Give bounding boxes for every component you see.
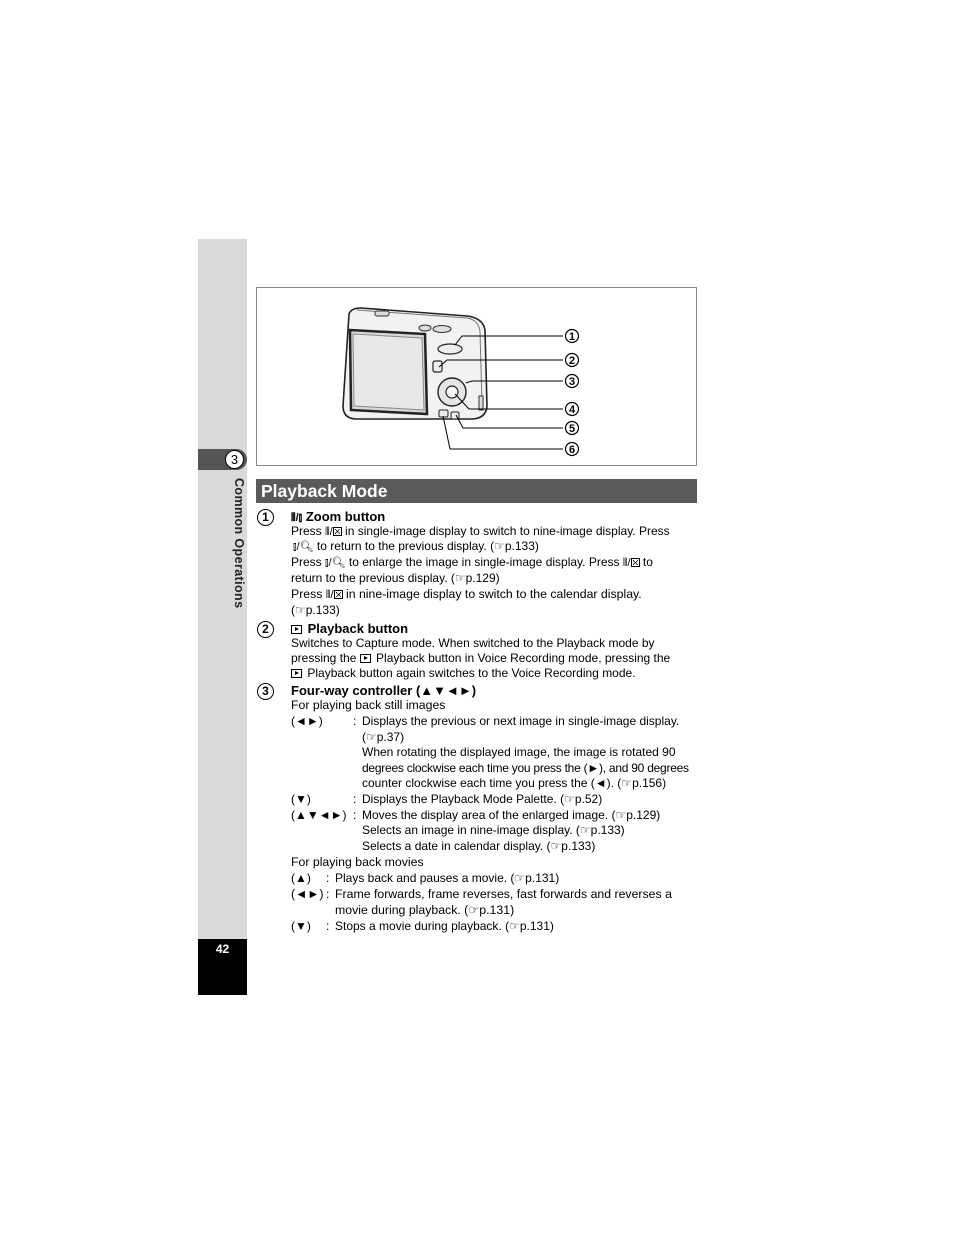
still-row-text: Selects a date in calendar display. (☞p.133): [362, 839, 596, 853]
item-number-3: 3: [257, 683, 274, 700]
item-1-text-2: to return to the previous display. (☞p.133): [313, 539, 539, 553]
item-2-text-3: Playback button in Voice Recording mode, pressing the: [372, 651, 671, 665]
item-2-line-3: [291, 666, 636, 681]
zoom-out-icon: ⫴/⫾: [291, 512, 303, 524]
item-1-line-3: [291, 555, 653, 571]
still-row-text: counter clockwise each time you press the (◄). (☞p.156): [362, 776, 667, 790]
playback-icon: [291, 669, 302, 678]
item-1-line-1: [291, 524, 670, 540]
movie-row-text: Plays back and pauses a movie. (☞p.131): [335, 871, 560, 885]
callout-4: 4: [568, 404, 576, 416]
still-row-text: Displays the Playback Mode Palette. (☞p.52): [362, 792, 603, 806]
movie-row-key: (◄►): [291, 887, 324, 901]
calendar-grid-icon: [334, 590, 343, 599]
movies-subtitle: For playing back movies: [291, 855, 424, 869]
callout-6: 6: [568, 444, 576, 456]
calendar-grid-icon: [631, 558, 640, 567]
item-2-heading: [291, 621, 408, 636]
still-row-text: (☞p.37): [362, 730, 405, 744]
still-row-text: Selects an image in nine-image display. (☞p.133): [362, 823, 625, 837]
item-number-2: 2: [257, 621, 274, 638]
callout-1: 1: [568, 331, 576, 343]
tele-zoom-icon: ⫾/🔍︎: [325, 557, 346, 569]
movie-row-colon: :: [326, 871, 330, 885]
item-1-text-4: to: [642, 555, 653, 569]
movie-row-text: Frame forwards, frame reverses, fast forwards and reverses a: [335, 887, 672, 901]
thumbnail-icon: ⫴/: [622, 557, 631, 569]
press-label: Press: [291, 524, 322, 538]
camera-back-illustration: [257, 288, 698, 467]
item-1-line-2: [293, 539, 539, 555]
item-1-text-6: in nine-image display to switch to the calendar display.: [342, 587, 642, 601]
item-1-text-1: in single-image display to switch to nine-image display. Press: [341, 524, 670, 538]
item-2-line-2: [291, 651, 670, 666]
still-row-colon: :: [353, 808, 357, 822]
still-row-text: When rotating the displayed image, the image is rotated 90: [362, 745, 676, 759]
chapter-title: Common Operations: [232, 478, 246, 609]
thumbnail-icon: ⫴/: [325, 589, 334, 601]
still-row-key: (◄►): [291, 714, 323, 728]
tele-zoom-icon: ⫾/🔍︎: [293, 541, 314, 553]
item-1-line-4: return to the previous display. (☞p.129): [291, 571, 500, 585]
still-row-text: Displays the previous or next image in single-image display.: [362, 714, 680, 728]
movie-row-key: (▼): [291, 919, 311, 933]
callout-5: 5: [568, 423, 576, 435]
zoom-button-label: Zoom button: [302, 509, 386, 524]
chapter-number: 3: [225, 450, 244, 469]
callout-2: 2: [568, 355, 576, 367]
callout-3: 3: [568, 376, 576, 388]
item-number-1: 1: [257, 509, 274, 526]
playback-button-label: Playback button: [307, 621, 409, 636]
camera-figure: [256, 287, 697, 466]
movie-row-key: (▲): [291, 871, 311, 885]
item-2-text-2: pressing the: [291, 651, 357, 665]
movie-row-text: Stops a movie during playback. (☞p.131): [335, 919, 554, 933]
item-1-line-6: (☞p.133): [291, 603, 340, 617]
still-images-subtitle: For playing back still images: [291, 698, 446, 712]
still-row-text: degrees clockwise each time you press the (►), and 90 degrees: [362, 761, 689, 775]
press-label: Press: [291, 555, 322, 569]
playback-icon: [291, 625, 302, 634]
thumbnail-icon: ⫴/: [325, 526, 333, 538]
still-row-colon: :: [353, 792, 357, 806]
item-1-line-5: [291, 587, 642, 603]
item-1-text-3: to enlarge the image in single-image display. Press: [345, 555, 620, 569]
movie-row-text: movie during playback. (☞p.131): [335, 903, 515, 917]
callout-markers: [566, 330, 579, 457]
press-label: Press: [291, 587, 323, 601]
item-2-text-4: Playback button again switches to the Voice Recording mode.: [307, 666, 636, 680]
movie-row-colon: :: [326, 887, 330, 901]
still-row-colon: :: [353, 714, 357, 728]
page-number: 42: [215, 942, 230, 956]
item-2-line-1: Switches to Capture mode. When switched to the Playback mode by: [291, 636, 655, 650]
section-title: Playback Mode: [261, 481, 388, 501]
still-row-text: Moves the display area of the enlarged image. (☞p.129): [362, 808, 661, 822]
movie-row-colon: :: [326, 919, 330, 933]
four-way-controller-heading: Four-way controller (▲▼◄►): [291, 683, 477, 698]
calendar-grid-icon: [333, 527, 342, 536]
still-row-key: (▼): [291, 792, 311, 806]
still-row-key: (▲▼◄►): [291, 808, 347, 822]
playback-icon: [360, 654, 371, 663]
